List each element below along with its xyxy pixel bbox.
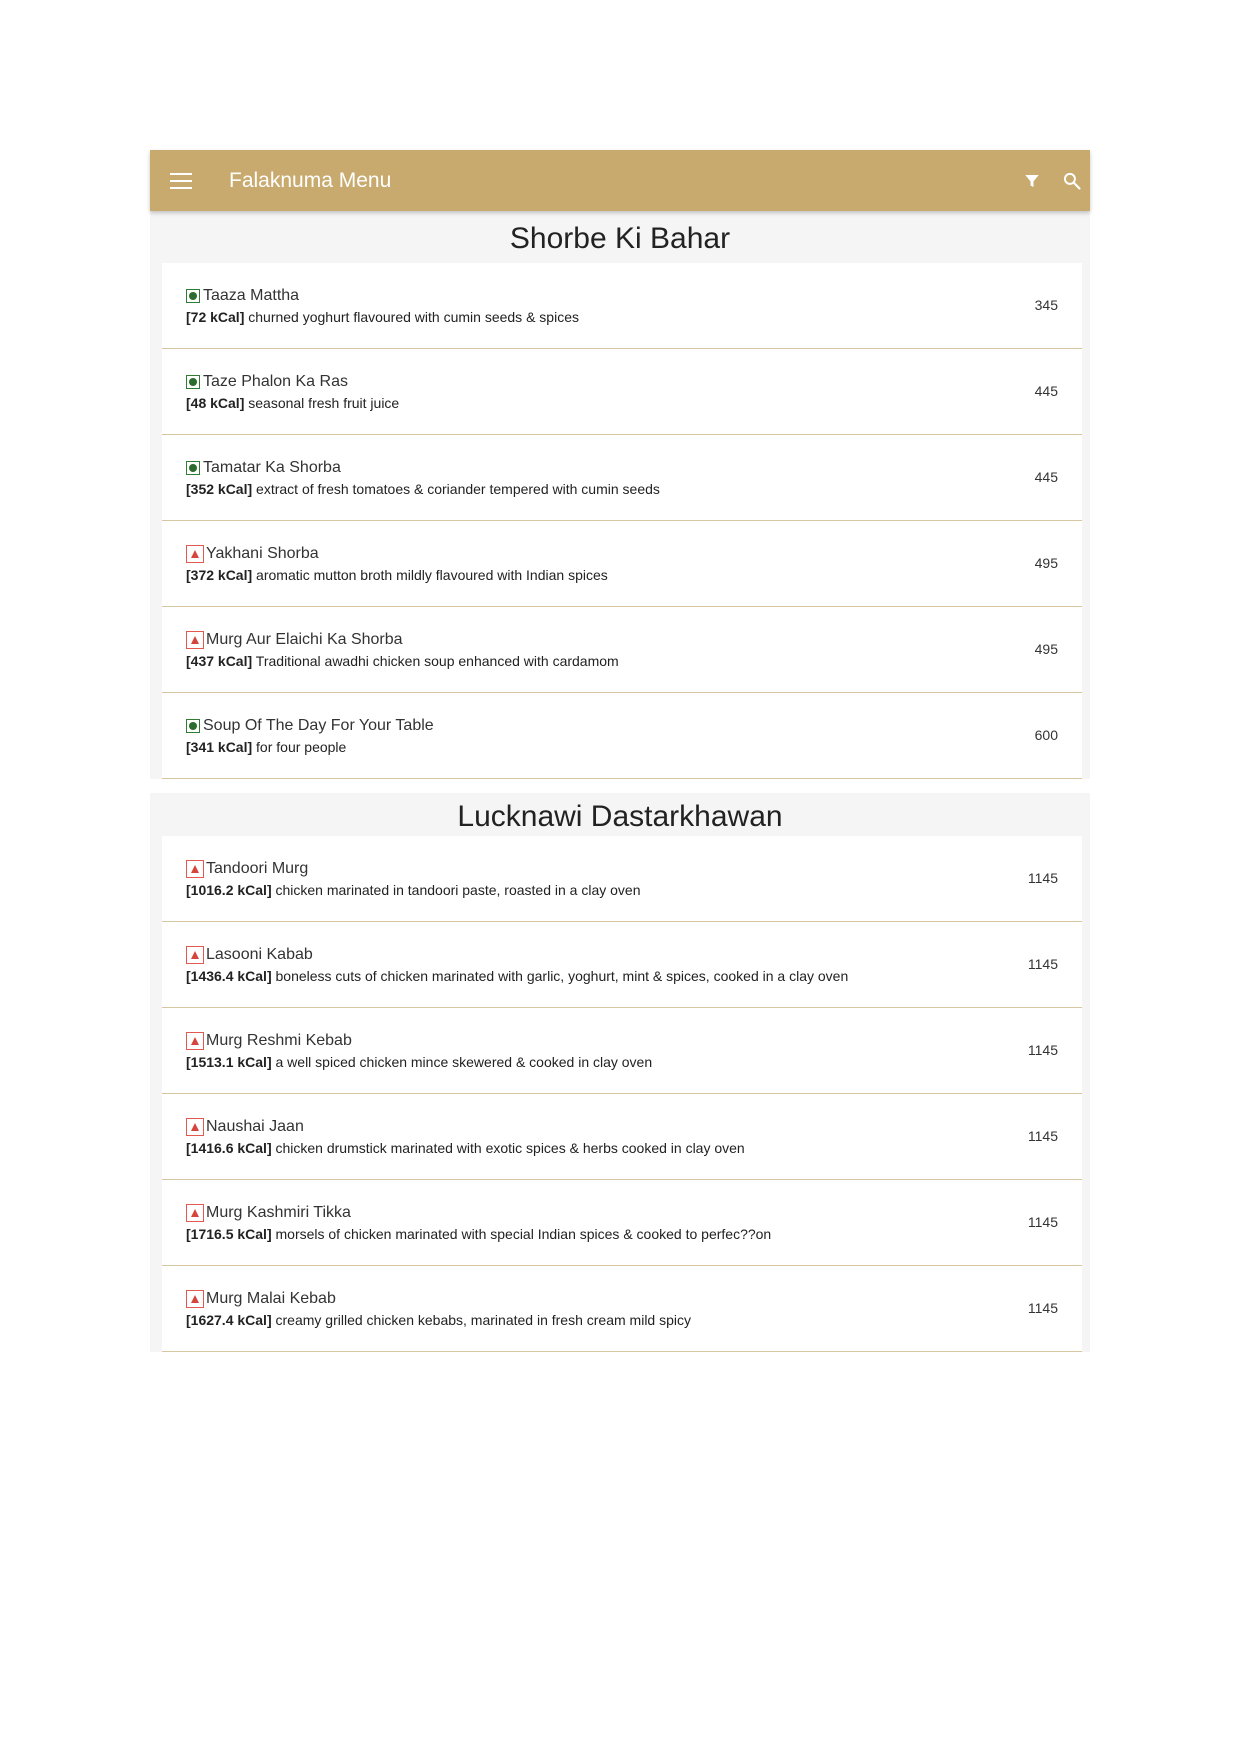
menu-item-description — [186, 1140, 745, 1156]
app-title: Falaknuma Menu — [229, 168, 392, 192]
menu-icon[interactable] — [170, 173, 192, 189]
menu-item-price: 495 — [1034, 641, 1058, 657]
menu-item[interactable] — [162, 1094, 1082, 1180]
menu-item[interactable] — [162, 1180, 1082, 1266]
menu-item-description — [186, 968, 848, 984]
menu-item-header — [186, 1290, 336, 1308]
section-title: Shorbe Ki Bahar — [509, 222, 731, 255]
nonveg-icon — [186, 1204, 204, 1222]
menu-item-kcal: [1416.6 kCal] — [186, 1140, 272, 1156]
menu-item-description-text: chicken marinated in tandoori paste, roasted in a clay oven — [275, 882, 641, 898]
menu-section — [150, 211, 1090, 779]
menu-item-header — [186, 287, 299, 305]
menu-item-description — [186, 739, 346, 755]
menu-item-price: 445 — [1034, 383, 1058, 399]
menu-item-header — [186, 545, 319, 563]
search-icon[interactable] — [1060, 169, 1084, 193]
menu-item-price: 345 — [1034, 297, 1058, 313]
menu-item-description-text: boneless cuts of chicken marinated with garlic, yoghurt, mint & spices, cooked in a clay oven — [275, 968, 849, 984]
menu-item-kcal: [352 kCal] — [186, 481, 253, 497]
nonveg-icon — [186, 860, 204, 878]
menu-item-description — [186, 1312, 691, 1328]
menu-item-header — [186, 631, 403, 649]
menu-item-price: 1145 — [1027, 1042, 1058, 1058]
menu-item-description — [186, 395, 399, 411]
menu-item-description-text: extract of fresh tomatoes & coriander tempered with cumin seeds — [256, 481, 660, 497]
menu-item-name: Murg Kashmiri Tikka — [206, 1204, 351, 1221]
menu-item-name: Taze Phalon Ka Ras — [203, 373, 348, 390]
menu-item-header — [186, 717, 434, 735]
menu-item-price: 1145 — [1027, 956, 1058, 972]
menu-item-description — [186, 567, 608, 583]
menu-item-description — [186, 1226, 771, 1242]
nonveg-icon — [186, 1032, 204, 1050]
menu-item[interactable] — [162, 607, 1082, 693]
menu-app — [150, 150, 1090, 1352]
menu-item-name: Murg Aur Elaichi Ka Shorba — [206, 631, 403, 648]
section-title: Lucknawi Dastarkhawan — [457, 800, 783, 833]
menu-item-price: 445 — [1034, 469, 1058, 485]
menu-item-description — [186, 653, 619, 669]
menu-item[interactable] — [162, 349, 1082, 435]
menu-item-price: 1145 — [1027, 1214, 1058, 1230]
menu-item-name: Soup Of The Day For Your Table — [203, 717, 434, 734]
menu-item-name: Yakhani Shorba — [206, 545, 319, 562]
menu-item-description-text: aromatic mutton broth mildly flavoured with Indian spices — [256, 567, 608, 583]
menu-item[interactable] — [162, 1008, 1082, 1094]
filter-icon[interactable] — [1020, 169, 1044, 193]
menu-item-kcal: [1627.4 kCal] — [186, 1312, 272, 1328]
menu-item-header — [186, 1204, 351, 1222]
menu-item[interactable] — [162, 263, 1082, 349]
nonveg-icon — [186, 946, 204, 964]
menu-item-description — [186, 1054, 652, 1070]
menu-item-header — [186, 459, 341, 477]
menu-item-name: Taaza Mattha — [203, 287, 300, 304]
section-divider — [150, 779, 1090, 793]
menu-item-price: 1145 — [1027, 1300, 1058, 1316]
menu-item-header — [186, 946, 313, 964]
menu-item-price: 1145 — [1027, 1128, 1058, 1144]
menu-item-name: Naushai Jaan — [206, 1118, 304, 1135]
menu-item-description — [186, 882, 641, 898]
menu-item-price: 600 — [1034, 727, 1058, 743]
menu-item-kcal: [1513.1 kCal] — [186, 1054, 272, 1070]
nonveg-icon — [186, 1118, 204, 1136]
menu-item-kcal: [341 kCal] — [186, 739, 253, 755]
menu-item-name: Murg Reshmi Kebab — [206, 1032, 352, 1049]
menu-item-price: 1145 — [1027, 870, 1058, 886]
menu-item-name: Tandoori Murg — [206, 860, 309, 877]
menu-item-kcal: [1436.4 kCal] — [186, 968, 272, 984]
menu-item-kcal: [48 kCal] — [186, 395, 245, 411]
nonveg-icon — [186, 1290, 204, 1308]
menu-item-name: Murg Malai Kebab — [206, 1290, 336, 1307]
menu-item-price: 495 — [1034, 555, 1058, 571]
menu-item[interactable] — [162, 1266, 1082, 1352]
menu-item-header — [186, 1032, 352, 1050]
menu-item[interactable] — [162, 836, 1082, 922]
menu-item-description-text: Traditional awadhi chicken soup enhanced with cardamom — [255, 653, 619, 669]
menu-item-header — [186, 860, 308, 878]
menu-item-description-text: morsels of chicken marinated with special Indian spices & cooked to perfec??on — [275, 1226, 772, 1242]
veg-icon — [186, 289, 200, 303]
menu-item[interactable] — [162, 922, 1082, 1008]
menu-item-kcal: [72 kCal] — [186, 309, 245, 325]
menu-item[interactable] — [162, 693, 1082, 779]
veg-icon — [186, 719, 200, 733]
menu-item[interactable] — [162, 435, 1082, 521]
menu-item-name: Tamatar Ka Shorba — [203, 459, 341, 476]
app-toolbar — [150, 150, 1090, 211]
menu-item-header — [186, 373, 348, 391]
menu-item-description-text: creamy grilled chicken kebabs, marinated in fresh cream mild spicy — [275, 1312, 691, 1328]
menu-item-description-text: chicken drumstick marinated with exotic spices & herbs cooked in clay oven — [275, 1140, 745, 1156]
menu-item-name: Lasooni Kabab — [206, 946, 313, 963]
veg-icon — [186, 375, 200, 389]
menu-item-description — [186, 309, 579, 325]
nonveg-icon — [186, 631, 204, 649]
menu-item-description-text: seasonal fresh fruit juice — [248, 395, 400, 411]
menu-item-description-text: churned yoghurt flavoured with cumin seeds & spices — [248, 309, 579, 325]
menu-item[interactable] — [162, 521, 1082, 607]
menu-item-description — [186, 481, 660, 497]
menu-item-description-text: for four people — [256, 739, 347, 755]
menu-item-description-text: a well spiced chicken mince skewered & cooked in clay oven — [275, 1054, 653, 1070]
veg-icon — [186, 461, 200, 475]
menu-item-kcal: [1716.5 kCal] — [186, 1226, 272, 1242]
menu-item-kcal: [1016.2 kCal] — [186, 882, 272, 898]
menu-item-kcal: [437 kCal] — [186, 653, 253, 669]
menu-item-header — [186, 1118, 304, 1136]
nonveg-icon — [186, 545, 204, 563]
menu-section — [150, 793, 1090, 1352]
menu-item-kcal: [372 kCal] — [186, 567, 253, 583]
